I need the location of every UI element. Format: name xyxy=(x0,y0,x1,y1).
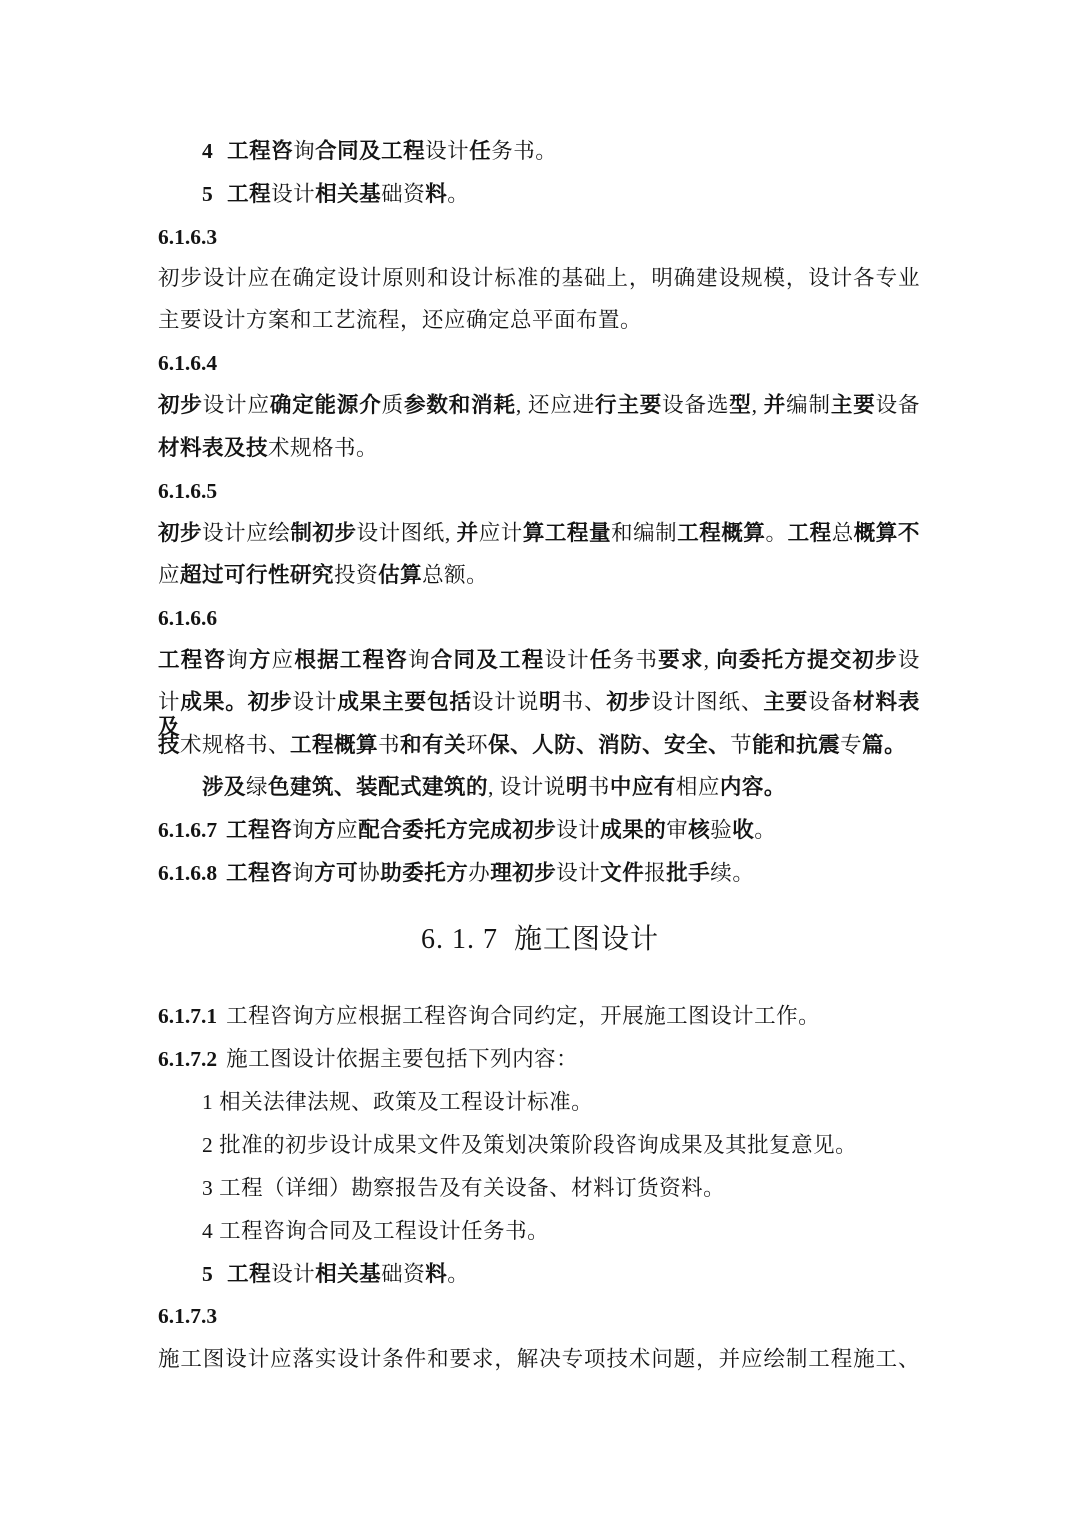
text-run: 成果。 xyxy=(180,690,248,715)
clause-number: 6.1.7.3 xyxy=(158,1304,218,1328)
text-run: 询 xyxy=(226,648,249,672)
text-run: 投 xyxy=(334,563,357,587)
text-line xyxy=(158,521,920,546)
text-run: 相应 xyxy=(675,775,720,799)
text-run: 成果的 xyxy=(600,818,667,843)
text-run: 验 xyxy=(710,818,733,842)
text-run: 和有关 xyxy=(400,733,467,758)
text-run: 。 xyxy=(447,182,470,206)
text-run: 技 xyxy=(158,733,181,758)
text-run: 。 xyxy=(732,861,755,885)
text-run: 设计 xyxy=(556,818,601,842)
text-run: 并 xyxy=(456,521,479,546)
text-run: 务书 xyxy=(612,648,659,672)
clause-number: 4 xyxy=(202,139,219,163)
text-run: 设计 xyxy=(425,139,470,163)
text-run: 书 xyxy=(587,775,610,799)
text-run: 术规格书、 xyxy=(180,733,291,757)
text-line xyxy=(158,266,920,291)
text-line xyxy=(202,1176,920,1201)
text-run: 资 xyxy=(403,1262,426,1286)
text-run: 设备 xyxy=(808,690,854,714)
text-run: 可行性研究 xyxy=(224,563,335,588)
text-line xyxy=(158,1347,920,1372)
text-run: 1 相关法律法规、政策及工程设计标准。 xyxy=(202,1090,594,1114)
text-run: 工程咨 xyxy=(226,818,293,843)
text-run: 向委托方提交初步 xyxy=(716,648,898,673)
text-run: 助委托方 xyxy=(380,861,469,886)
text-run: 初步 xyxy=(606,690,652,715)
text-run: 核 xyxy=(688,818,711,843)
text-run: 合同及工程 xyxy=(430,648,545,673)
text-run: 办 xyxy=(468,861,491,885)
text-run: 应 xyxy=(271,648,295,672)
text-run: 设 xyxy=(897,648,920,672)
text-line xyxy=(202,1090,920,1115)
text-run: 绿 xyxy=(246,775,269,799)
text-run: 应计 xyxy=(478,521,523,545)
clause-number: 6.1.6.6 xyxy=(158,606,218,630)
text-run: 设计 xyxy=(271,182,316,206)
text-run: 应 xyxy=(158,563,181,587)
clause-number: 6.1.6.3 xyxy=(158,225,218,249)
text-run: 施工图设计应落实设计条件和要求，解决专项技术问题，并应绘制工程施工、 xyxy=(158,1347,920,1371)
text-line xyxy=(158,436,920,461)
text-run: 料 xyxy=(425,1262,448,1287)
text-run: 应 xyxy=(336,818,359,842)
text-line xyxy=(158,479,920,504)
text-run: 设计应 xyxy=(202,393,270,417)
text-run: , xyxy=(751,393,764,417)
text-run: 初步 xyxy=(158,521,203,546)
text-run: 并 xyxy=(763,393,787,418)
text-run: 批手 xyxy=(666,861,711,886)
text-line xyxy=(158,648,920,673)
text-run: 报 xyxy=(644,861,667,885)
text-run: 础 xyxy=(381,1262,404,1286)
text-run: 务书。 xyxy=(491,139,558,163)
text-run: 明 xyxy=(565,775,588,800)
text-line xyxy=(202,182,920,207)
text-run: 明 xyxy=(539,690,562,715)
clause-number: 6.1.6.5 xyxy=(158,479,218,503)
text-run: 设备 xyxy=(875,393,920,417)
text-run: 审 xyxy=(666,818,689,842)
text-run: 协 xyxy=(358,861,381,885)
text-run: 续 xyxy=(710,861,733,885)
text-run: 工程咨询方应根据工程咨询合同约定，开展施工图设计工作。 xyxy=(226,1004,821,1028)
text-run: 能和抗震 xyxy=(752,733,841,758)
text-run: 询 xyxy=(292,818,315,842)
text-run: 书 xyxy=(378,733,401,757)
text-run: 相关基 xyxy=(315,182,382,207)
text-run: 算工程量 xyxy=(522,521,612,546)
text-run: 。 xyxy=(765,521,788,545)
text-run: 质 xyxy=(381,393,405,417)
text-line xyxy=(158,393,920,418)
text-run: 初步设计应在确定设计原则和设计标准的基础上，明确建设规模，设计各专业 xyxy=(158,266,920,290)
text-run: 工程咨 xyxy=(227,139,294,164)
text-line xyxy=(158,563,920,588)
text-run: 制初步 xyxy=(290,521,357,546)
text-line xyxy=(158,308,920,333)
text-run: 内容。 xyxy=(719,775,786,800)
text-line xyxy=(202,1133,920,1158)
text-run: 计 xyxy=(158,690,181,714)
text-run: 4 工程咨询合同及工程设计任务书。 xyxy=(202,1219,550,1243)
text-run: 成果主要包括 xyxy=(337,690,472,715)
text-run: 6. 1. 7 施工图设计 xyxy=(420,924,659,955)
text-run: 超过 xyxy=(180,563,225,588)
text-run: 保、人防、消防、安全、 xyxy=(488,733,731,758)
text-run: 3 工程（详细）勘察报告及有关设备、材料订货资料。 xyxy=(202,1176,726,1200)
text-run: 。 xyxy=(754,818,777,842)
text-run: 主要 xyxy=(763,690,809,715)
text-run: 环 xyxy=(466,733,489,757)
text-run: 工程概算 xyxy=(677,521,766,546)
text-run: 涉及 xyxy=(202,775,247,800)
text-run: 节 xyxy=(730,733,753,757)
text-run: 设计图纸 xyxy=(356,521,445,545)
text-run: 总额。 xyxy=(422,563,489,587)
text-run: 工程咨 xyxy=(158,648,227,673)
text-line xyxy=(158,733,920,758)
text-run: 设计说 xyxy=(471,690,540,714)
text-run: , xyxy=(444,521,457,545)
text-run: , xyxy=(703,648,717,672)
clause-number: 6.1.6.7 xyxy=(158,818,218,842)
text-run: 工程 xyxy=(227,1262,272,1287)
text-run: 文件 xyxy=(600,861,645,886)
clause-number: 6.1.6.4 xyxy=(158,351,218,375)
text-run: 术规格书。 xyxy=(268,436,379,460)
text-run: 设计 xyxy=(271,1262,316,1286)
text-run: 。 xyxy=(447,1262,470,1286)
text-run: 初步 xyxy=(247,690,293,715)
text-line xyxy=(158,861,920,886)
text-line xyxy=(202,1262,920,1287)
text-run: 收 xyxy=(732,818,755,843)
text-run: 书、 xyxy=(561,690,607,714)
text-line xyxy=(158,1004,920,1029)
text-run: 专 xyxy=(840,733,863,757)
text-run: 总 xyxy=(831,521,854,545)
text-run: 材料表及 xyxy=(158,690,920,741)
text-run: , xyxy=(515,393,528,417)
text-run: 概算不 xyxy=(853,521,920,546)
text-run: 方 xyxy=(248,648,272,673)
text-run: 设计应绘 xyxy=(202,521,291,545)
text-run: 工程概算 xyxy=(290,733,379,758)
text-run: 设备选 xyxy=(662,393,730,417)
text-run: 础 xyxy=(381,182,404,206)
text-run: 配合委托方完成初步 xyxy=(358,818,557,843)
text-run: 工程 xyxy=(227,182,272,207)
text-line xyxy=(202,139,920,164)
text-line xyxy=(158,1304,920,1329)
text-run: 型 xyxy=(729,393,752,418)
clause-number: 6.1.7.1 xyxy=(158,1004,218,1028)
text-line xyxy=(202,1219,920,1244)
text-run: 编制 xyxy=(633,521,678,545)
text-run: 任 xyxy=(469,139,492,164)
text-run: 篇。 xyxy=(862,733,907,758)
clause-number: 6.1.6.8 xyxy=(158,861,218,885)
text-run: 资 xyxy=(403,182,426,206)
text-run: , xyxy=(488,775,500,799)
text-line xyxy=(202,775,920,800)
text-run: 理初步 xyxy=(490,861,557,886)
clause-number: 5 xyxy=(202,1262,219,1286)
text-run: 中应有 xyxy=(609,775,676,800)
text-line xyxy=(158,225,920,250)
text-run: 确定能源介 xyxy=(269,393,382,418)
text-run: 参数和消耗 xyxy=(404,393,516,418)
text-run: 合同及工程 xyxy=(315,139,426,164)
text-line xyxy=(158,1047,920,1072)
text-run: 设计 xyxy=(292,690,338,714)
text-run: 还应进 xyxy=(527,393,596,417)
section-heading xyxy=(0,923,1080,956)
text-run: 要求 xyxy=(658,648,704,673)
text-line xyxy=(158,606,920,631)
text-run: 设计说 xyxy=(499,775,566,799)
text-run: 行主要 xyxy=(595,393,663,418)
text-run: 色建筑、装配式建筑的 xyxy=(268,775,489,800)
text-run: 施工图设计依据主要包括下列内容： xyxy=(226,1047,579,1071)
text-run: 任 xyxy=(589,648,613,673)
text-run: 工程咨 xyxy=(226,861,293,886)
clause-number: 6.1.7.2 xyxy=(158,1047,218,1071)
text-run: 相关基 xyxy=(315,1262,382,1287)
text-run: 主要设计方案和工艺流程，还应确定总平面布置。 xyxy=(158,308,643,332)
text-run: 资 xyxy=(356,563,379,587)
text-line xyxy=(158,818,920,843)
text-run: 方可 xyxy=(314,861,359,886)
text-run: 设计 xyxy=(556,861,601,885)
text-run: 工程 xyxy=(787,521,832,546)
text-run: 和 xyxy=(611,521,634,545)
text-run: 询 xyxy=(292,861,315,885)
text-run: 编制 xyxy=(786,393,831,417)
text-run: 估算 xyxy=(378,563,423,588)
text-run: 询 xyxy=(408,648,431,672)
text-run: 方 xyxy=(314,818,337,843)
text-run: 初步 xyxy=(158,393,203,418)
text-run: 询 xyxy=(293,139,316,163)
text-run: 2 批准的初步设计成果文件及策划决策阶段咨询成果及其批复意见。 xyxy=(202,1133,858,1157)
text-run: 材料表及技 xyxy=(158,436,269,461)
clause-number: 5 xyxy=(202,182,219,206)
text-run: 料 xyxy=(425,182,448,207)
text-run: 主要 xyxy=(830,393,876,418)
text-line xyxy=(158,351,920,376)
text-run: 设计图纸、 xyxy=(651,690,764,714)
text-run: 设计 xyxy=(544,648,590,672)
text-run: 根据工程咨 xyxy=(294,648,409,673)
